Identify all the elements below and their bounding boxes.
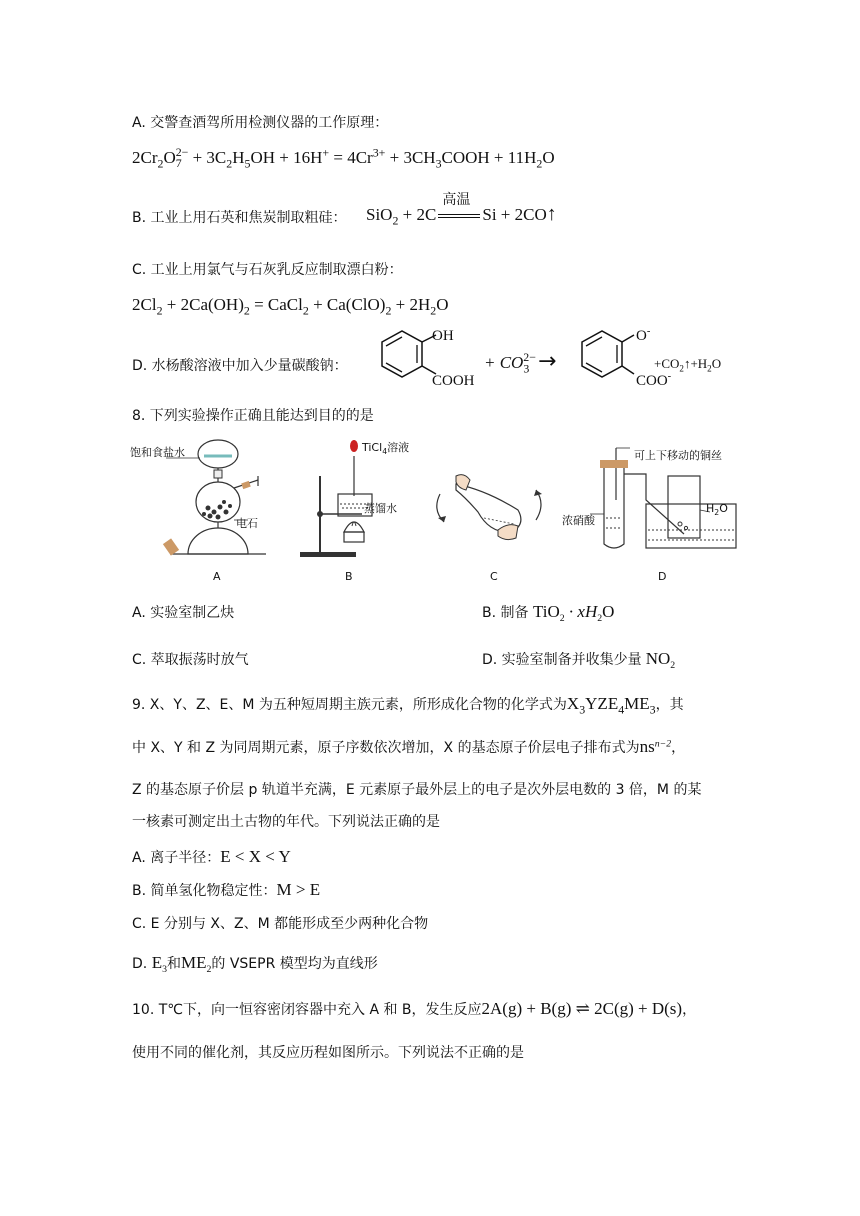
q7-option-b-text: B. 工业上用石英和焦炭制取粗硅：: [132, 210, 347, 226]
products-tail: $+CO_2↑+H_2O$: [654, 356, 722, 374]
label-nitric-acid: 浓硝酸: [562, 514, 595, 527]
q7-option-b-condition-arrow: 高温: [436, 209, 482, 223]
label-copper-wire: 可上下移动的铜丝: [634, 449, 722, 462]
q9-line-4: 一核素可测定出土古物的年代。下列说法正确的是: [132, 814, 440, 830]
label-fig-c: C: [490, 570, 498, 583]
q9-option-c: C. E 分别与 X、Z、M 都能形成至少两种化合物: [132, 916, 429, 932]
label-fig-d: D: [658, 570, 667, 583]
q8-stem: 8. 下列实验操作正确且能达到目的的是: [132, 408, 374, 424]
q8-option-a: A. 实验室制乙炔: [132, 605, 235, 621]
label-brine: 饱和食盐水: [130, 446, 185, 459]
q7-option-a-text: A. 交警查酒驾所用检测仪器的工作原理：: [132, 115, 389, 131]
label-ticl4: TiCl$_4$溶液: [362, 441, 410, 457]
label-fig-b: B: [345, 570, 353, 583]
salicylate-o-label: O-: [636, 326, 651, 344]
label-distilled-water: 蒸馏水: [364, 502, 397, 515]
label-fig-a: A: [213, 570, 221, 583]
q9-line-2: 中 X、Y 和 Z 为同周期元素，原子序数依次增加，X 的基态原子价层电子排布式为$ns^{n-2}$，: [132, 737, 686, 756]
salicylic-cooh-label: COOH: [432, 373, 475, 389]
salicylic-oh-label: OH: [432, 328, 454, 344]
reaction-arrow: →: [538, 349, 557, 374]
salicylate-coo-label: COO-: [636, 371, 672, 389]
q7-option-a-equation: $2Cr_2O_7^{2-} + 3C_2H_5OH + 16H^+ = 4Cr^{3+}$ + $3CH_3COOH + 11H_2O$: [132, 145, 555, 171]
carbonate-term: + $CO_3^{2-}$: [484, 350, 536, 376]
label-carbide: 电石: [236, 517, 258, 530]
q9-option-d: D. $E_3$和$ME_2$的 VSEPR 模型均为直线形: [132, 953, 378, 975]
q7-option-b-equation: SiO$_2$ + 2C 高温 Si + 2CO↑: [366, 192, 557, 228]
q7-option-c-equation: $2Cl_2 + 2Ca(OH)_2$ = CaCl$_2$ + $Ca(ClO)_2 + 2H_2O$: [132, 295, 449, 318]
label-h2o: $H_2O$: [706, 502, 728, 518]
q9-line-3: Z 的基态原子价层 p 轨道半充满，E 元素原子最外层上的电子是次外层电数的 3 倍，M 的某: [132, 782, 702, 798]
apparatus-c-figure: [426, 470, 556, 550]
q9-option-a: A. 离子半径：E < X < Y: [132, 847, 291, 866]
q7-option-d-text: D. 水杨酸溶液中加入少量碳酸钠：: [132, 358, 348, 374]
q8-option-c: C. 萃取振荡时放气: [132, 652, 249, 668]
q8-option-d: D. 实验室制备并收集少量 $NO_2$: [482, 649, 676, 671]
q10-line-1: 10. T℃下，向一恒容密闭容器中充入 A 和 B，发生反应2A(g) + B(g) ⇌ 2C(g) + D(s)，: [132, 999, 697, 1018]
q9-line-1: 9. X、Y、Z、E、M 为五种短周期主族元素，所形成化合物的化学式为$X_3YZE_4ME_3$，其: [132, 694, 684, 717]
q9-option-b: B. 简单氢化物稳定性：M > E: [132, 880, 321, 899]
q10-line-2: 使用不同的催化剂，其反应历程如图所示。下列说法不正确的是: [132, 1045, 524, 1061]
q8-option-b: B. 制备 $TiO_2 \cdot xH_2O$: [482, 602, 615, 624]
q7-option-c-text: C. 工业上用氯气与石灰乳反应制取漂白粉：: [132, 262, 403, 278]
